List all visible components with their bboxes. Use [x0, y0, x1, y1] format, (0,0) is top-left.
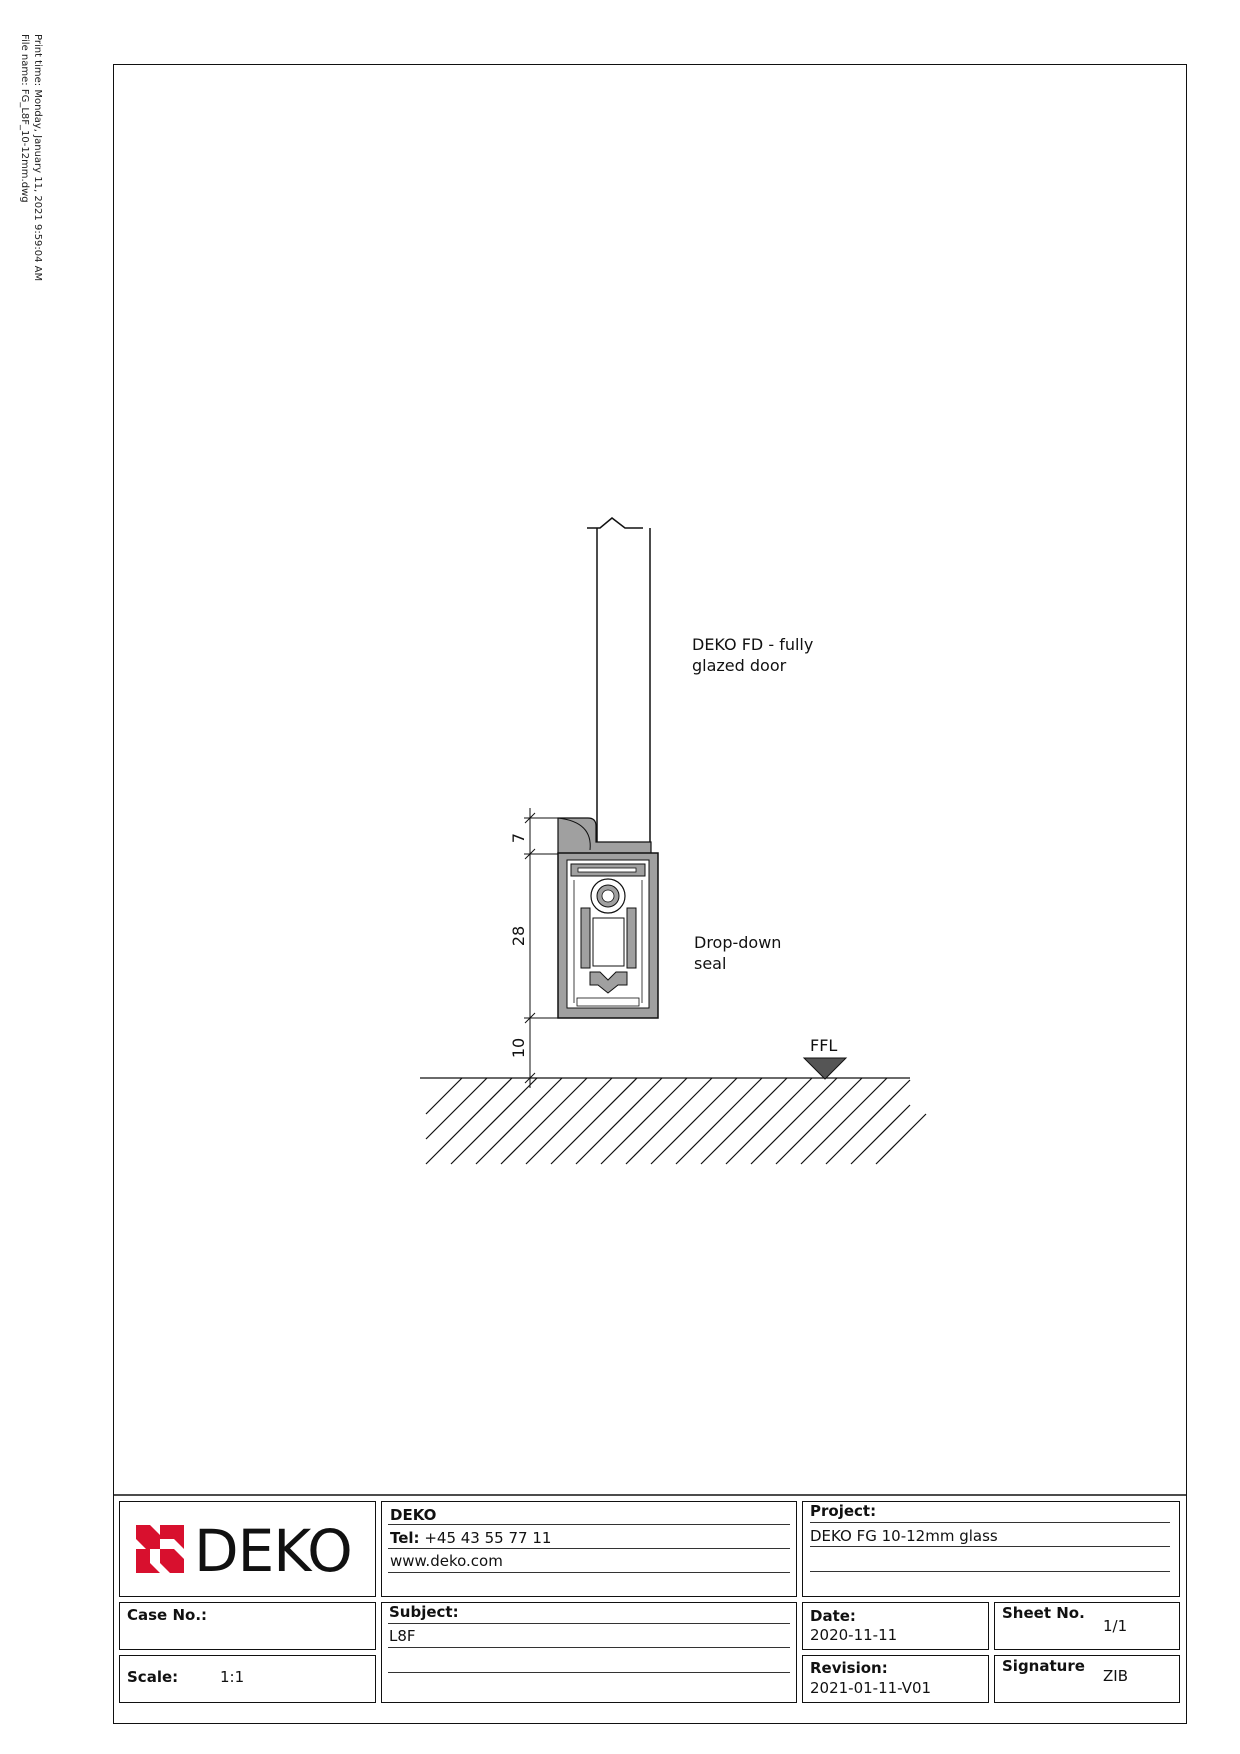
- company-rule-2: [388, 1548, 790, 1549]
- project-rule-1: [810, 1522, 1170, 1523]
- deko-logo-mark-icon: [136, 1525, 184, 1573]
- company-phone: [390, 1529, 551, 1547]
- scale-label: Scale:: [127, 1668, 179, 1686]
- case-label: Case No.:: [127, 1606, 208, 1624]
- dim-10: 10: [509, 1037, 528, 1059]
- ffl-marker: [804, 1058, 846, 1079]
- signature-value: ZIB: [1103, 1667, 1128, 1685]
- company-rule-1: [388, 1524, 790, 1525]
- dim-7: 7: [509, 832, 528, 844]
- sheet-value: 1/1: [1103, 1617, 1128, 1635]
- door-label: [692, 634, 813, 676]
- subject-rule-1: [388, 1623, 790, 1624]
- sheet-label: Sheet No.: [1002, 1604, 1085, 1622]
- date-label: Date:: [810, 1607, 856, 1625]
- company-name: DEKO: [390, 1506, 437, 1524]
- tel-label: Tel:: [390, 1529, 420, 1547]
- finished-floor: [420, 1078, 926, 1164]
- revision-label: Revision:: [810, 1659, 888, 1677]
- seal-label-line2: seal: [694, 954, 727, 973]
- subject-rule-2: [388, 1647, 790, 1648]
- file-name: File name: FG_L8F_10-12mm.dwg: [19, 34, 30, 203]
- company-website: www.deko.com: [390, 1552, 503, 1570]
- revision-value: 2021-01-11-V01: [810, 1679, 932, 1697]
- door-label-line1: DEKO FD - fully: [692, 635, 814, 654]
- print-time: Print time: Monday, January 11, 2021 9:59:04 AM: [32, 34, 43, 282]
- date-value: 2020-11-11: [810, 1626, 898, 1644]
- seal-label-line1: Drop-down: [694, 933, 782, 952]
- ffl-label: FFL: [810, 1036, 838, 1055]
- subject-label: Subject:: [389, 1603, 459, 1621]
- company-cell: [381, 1501, 797, 1597]
- logo-wordmark: DEKO: [194, 1517, 352, 1585]
- drop-down-seal: [558, 853, 658, 1018]
- scale-value: 1:1: [220, 1668, 245, 1686]
- seal-label: [694, 932, 781, 974]
- company-rule-3: [388, 1572, 790, 1573]
- project-label: Project:: [810, 1502, 877, 1520]
- project-rule-3: [810, 1571, 1170, 1572]
- signature-label: Signature: [1002, 1657, 1085, 1675]
- glass-door: [587, 518, 650, 843]
- project-value: DEKO FG 10-12mm glass: [810, 1527, 998, 1545]
- project-rule-2: [810, 1546, 1170, 1547]
- subject-rule-3: [388, 1672, 790, 1673]
- subject-value: L8F: [389, 1627, 416, 1645]
- door-rebate: [558, 818, 651, 854]
- dim-28: 28: [509, 925, 528, 947]
- door-label-line2: glazed door: [692, 656, 787, 675]
- tel-value: +45 43 55 77 11: [424, 1529, 552, 1547]
